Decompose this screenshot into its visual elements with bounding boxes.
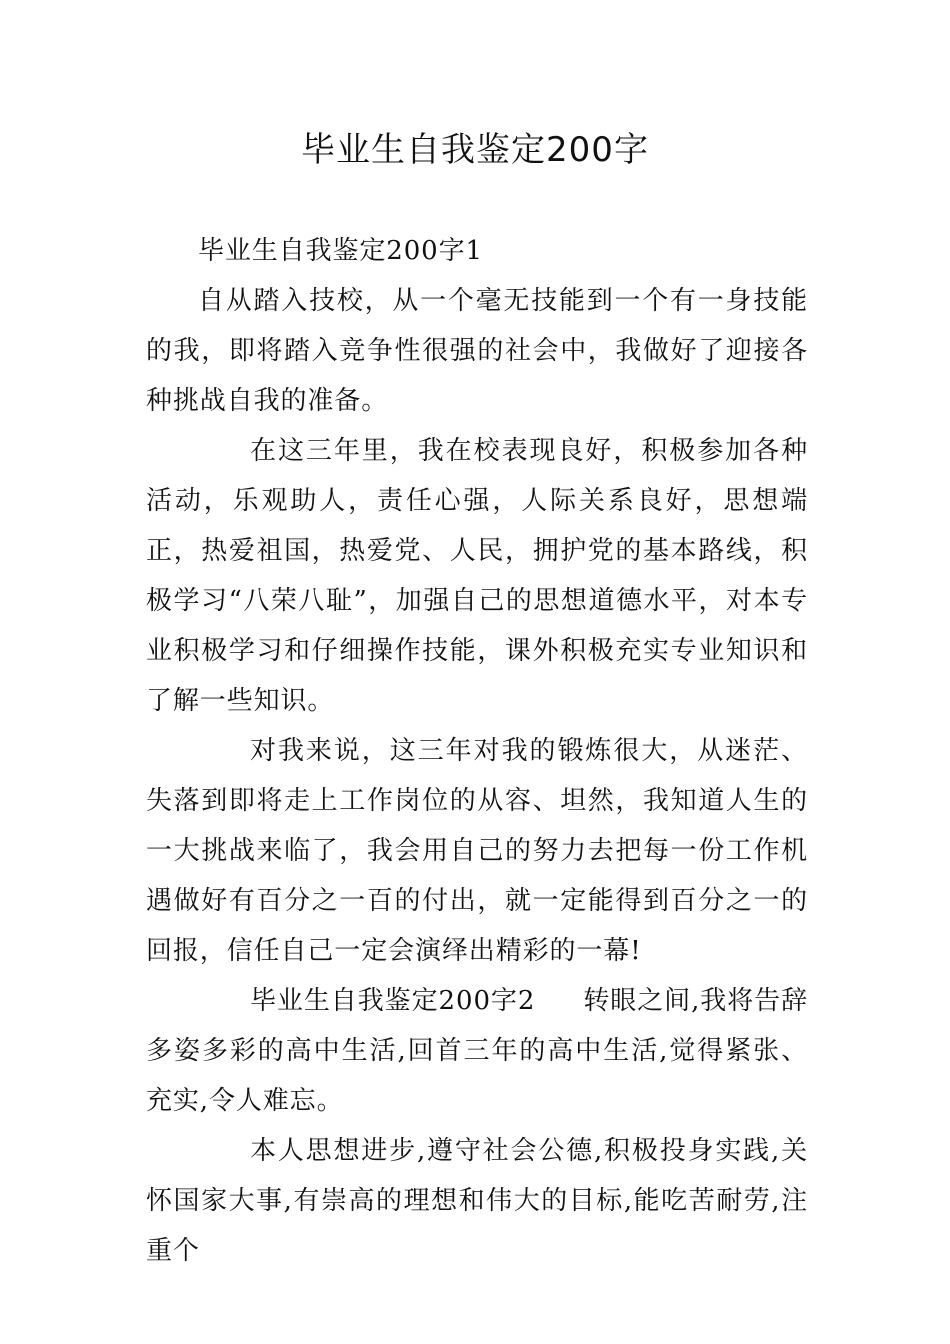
document-body	[146, 226, 808, 1276]
paragraph-3: 对我来说，这三年对我的锻炼很大，从迷茫、失落到即将走上工作岗位的从容、坦然，我知道人生的一大挑战来临了，我会用自己的努力去把每一份工作机遇做好有百分之一百的付出，就一定能得到百分之一的回报，信任自己一定会演绎出精彩的一幕!	[146, 736, 808, 966]
section-2-intro: 转眼之间,我将告辞多姿多彩的高中生活,回首三年的高中生活,觉得紧张、充实,令人难忘。	[146, 986, 808, 1116]
section-2-paragraph	[146, 976, 808, 1126]
paragraph-1: 自从踏入技校，从一个毫无技能到一个有一身技能的我，即将踏入竞争性很强的社会中，我做好了迎接各种挑战自我的准备。	[146, 286, 808, 416]
paragraph-2: 在这三年里，我在校表现良好，积极参加各种活动，乐观助人，责任心强，人际关系良好，思想端正，热爱祖国，热爱党、人民，拥护党的基本路线，积极学习“八荣八耻”，加强自己的思想道德水平，对本专业积极学习和仔细操作技能，课外积极充实专业知识和了解一些知识。	[146, 436, 808, 716]
document-title: 毕业生自我鉴定200字	[301, 130, 649, 170]
paragraph-4: 本人思想进步,遵守社会公德,积极投身实践,关怀国家大事,有崇高的理想和伟大的目标,能吃苦耐劳,注重个	[146, 1136, 808, 1266]
section-heading-2: 毕业生自我鉴定200字2	[250, 986, 536, 1016]
section-heading-1: 毕业生自我鉴定200字1	[198, 236, 483, 266]
